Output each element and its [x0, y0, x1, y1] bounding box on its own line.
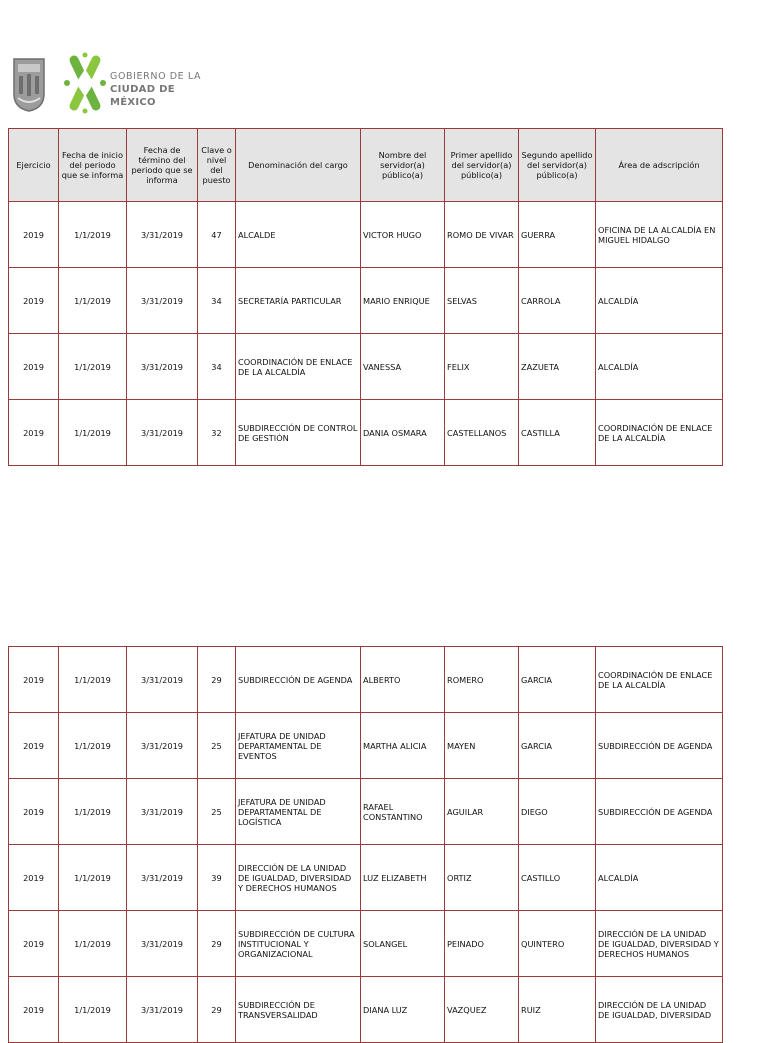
cell-clave: 34 [198, 268, 236, 334]
cell-ejercicio: 2019 [9, 400, 59, 466]
cell-area: DIRECCIÓN DE LA UNIDAD DE IGUALDAD, DIVERSIDAD [596, 977, 723, 1043]
cell-nombre: ALBERTO [361, 647, 445, 713]
servants-table-bottom [8, 646, 723, 1043]
cell-denominacion: SUBDIRECCIÓN DE CULTURA INSTITUCIONAL Y ORGANIZACIONAL [236, 911, 361, 977]
cell-fecha-termino: 3/31/2019 [127, 977, 198, 1043]
col-nombre: Nombre del servidor(a) público(a) [361, 129, 445, 202]
cell-ejercicio: 2019 [9, 779, 59, 845]
col-area-adscripcion: Área de adscripción [596, 129, 723, 202]
cell-denominacion: JEFATURA DE UNIDAD DEPARTAMENTAL DE LOGÍSTICA [236, 779, 361, 845]
table-row [9, 713, 723, 779]
cell-denominacion: DIRECCIÓN DE LA UNIDAD DE IGUALDAD, DIVERSIDAD Y DERECHOS HUMANOS [236, 845, 361, 911]
col-ejercicio: Ejercicio [9, 129, 59, 202]
cell-segundo-apellido: GARCIA [519, 713, 596, 779]
cell-clave: 32 [198, 400, 236, 466]
cell-ejercicio: 2019 [9, 647, 59, 713]
cell-fecha-inicio: 1/1/2019 [59, 713, 127, 779]
coat-of-arms-icon [12, 56, 46, 112]
table-row [9, 268, 723, 334]
cell-segundo-apellido: CARROLA [519, 268, 596, 334]
cell-fecha-inicio: 1/1/2019 [59, 400, 127, 466]
cell-nombre: MARIO ENRIQUE [361, 268, 445, 334]
cell-fecha-inicio: 1/1/2019 [59, 845, 127, 911]
government-logo [10, 52, 210, 114]
cell-segundo-apellido: RUIZ [519, 977, 596, 1043]
cell-clave: 29 [198, 977, 236, 1043]
cell-clave: 47 [198, 202, 236, 268]
cell-primer-apellido: ROMO DE VIVAR [445, 202, 519, 268]
cell-area: ALCALDÍA [596, 334, 723, 400]
cell-area: SUBDIRECCIÓN DE AGENDA [596, 713, 723, 779]
cell-clave: 25 [198, 713, 236, 779]
cell-denominacion: COORDINACIÓN DE ENLACE DE LA ALCALDÍA [236, 334, 361, 400]
cell-primer-apellido: MAYEN [445, 713, 519, 779]
col-fecha-termino: Fecha de término del periodo que se informa [127, 129, 198, 202]
table-row [9, 647, 723, 713]
cell-clave: 29 [198, 647, 236, 713]
cell-ejercicio: 2019 [9, 268, 59, 334]
table-row [9, 202, 723, 268]
cell-clave: 39 [198, 845, 236, 911]
cell-ejercicio: 2019 [9, 911, 59, 977]
cell-primer-apellido: VAZQUEZ [445, 977, 519, 1043]
col-fecha-inicio: Fecha de inicio del periodo que se informa [59, 129, 127, 202]
col-primer-apellido: Primer apellido del servidor(a) público(a) [445, 129, 519, 202]
cell-area: ALCALDÍA [596, 268, 723, 334]
cell-area: SUBDIRECCIÓN DE AGENDA [596, 779, 723, 845]
cell-ejercicio: 2019 [9, 334, 59, 400]
cell-clave: 34 [198, 334, 236, 400]
cell-fecha-termino: 3/31/2019 [127, 202, 198, 268]
cell-fecha-termino: 3/31/2019 [127, 268, 198, 334]
table-row [9, 334, 723, 400]
cell-fecha-termino: 3/31/2019 [127, 845, 198, 911]
cell-nombre: DIANA LUZ [361, 977, 445, 1043]
cell-denominacion: SECRETARÍA PARTICULAR [236, 268, 361, 334]
cell-segundo-apellido: QUINTERO [519, 911, 596, 977]
cell-fecha-inicio: 1/1/2019 [59, 268, 127, 334]
cell-primer-apellido: FELIX [445, 334, 519, 400]
cell-clave: 29 [198, 911, 236, 977]
cell-nombre: VANESSA [361, 334, 445, 400]
cell-primer-apellido: SELVAS [445, 268, 519, 334]
table-row [9, 400, 723, 466]
cell-fecha-termino: 3/31/2019 [127, 400, 198, 466]
col-segundo-apellido: Segundo apellido del servidor(a) público(a) [519, 129, 596, 202]
col-denominacion: Denominación del cargo [236, 129, 361, 202]
cell-fecha-inicio: 1/1/2019 [59, 779, 127, 845]
cell-primer-apellido: ORTIZ [445, 845, 519, 911]
cell-fecha-termino: 3/31/2019 [127, 713, 198, 779]
cell-fecha-inicio: 1/1/2019 [59, 334, 127, 400]
cell-segundo-apellido: DIEGO [519, 779, 596, 845]
cell-area: OFICINA DE LA ALCALDÍA EN MIGUEL HIDALGO [596, 202, 723, 268]
table-row [9, 911, 723, 977]
cell-primer-apellido: AGUILAR [445, 779, 519, 845]
col-clave-nivel: Clave o nivel del puesto [198, 129, 236, 202]
cell-fecha-termino: 3/31/2019 [127, 647, 198, 713]
cell-area: DIRECCIÓN DE LA UNIDAD DE IGUALDAD, DIVERSIDAD Y DERECHOS HUMANOS [596, 911, 723, 977]
cell-denominacion: ALCALDE [236, 202, 361, 268]
cell-segundo-apellido: CASTILLO [519, 845, 596, 911]
cell-denominacion: SUBDIRECCIÓN DE TRANSVERSALIDAD [236, 977, 361, 1043]
cell-primer-apellido: CASTELLANOS [445, 400, 519, 466]
cell-area: ALCALDÍA [596, 845, 723, 911]
cdmx-x-icon [64, 52, 106, 114]
cell-fecha-inicio: 1/1/2019 [59, 977, 127, 1043]
cell-area: COORDINACIÓN DE ENLACE DE LA ALCALDÍA [596, 400, 723, 466]
cell-fecha-termino: 3/31/2019 [127, 911, 198, 977]
cell-clave: 25 [198, 779, 236, 845]
cell-denominacion: SUBDIRECCIÓN DE CONTROL DE GESTIÓN [236, 400, 361, 466]
cell-denominacion: JEFATURA DE UNIDAD DEPARTAMENTAL DE EVENTOS [236, 713, 361, 779]
cell-fecha-termino: 3/31/2019 [127, 334, 198, 400]
cell-segundo-apellido: CASTILLA [519, 400, 596, 466]
cell-primer-apellido: ROMERO [445, 647, 519, 713]
gov-line-1: GOBIERNO DE LA [110, 71, 202, 82]
cell-segundo-apellido: GUERRA [519, 202, 596, 268]
cell-nombre: RAFAEL CONSTANTINO [361, 779, 445, 845]
table-row [9, 779, 723, 845]
cell-ejercicio: 2019 [9, 845, 59, 911]
table-row [9, 845, 723, 911]
table-row [9, 977, 723, 1043]
cell-ejercicio: 2019 [9, 202, 59, 268]
cell-nombre: LUZ ELIZABETH [361, 845, 445, 911]
cell-segundo-apellido: ZAZUETA [519, 334, 596, 400]
servants-table-top [8, 128, 723, 466]
cell-fecha-inicio: 1/1/2019 [59, 647, 127, 713]
cell-fecha-termino: 3/31/2019 [127, 779, 198, 845]
cell-fecha-inicio: 1/1/2019 [59, 202, 127, 268]
cell-area: COORDINACIÓN DE ENLACE DE LA ALCALDÍA [596, 647, 723, 713]
cell-nombre: SOLANGEL [361, 911, 445, 977]
cell-nombre: VICTOR HUGO [361, 202, 445, 268]
cell-segundo-apellido: GARCIA [519, 647, 596, 713]
cell-ejercicio: 2019 [9, 713, 59, 779]
cell-ejercicio: 2019 [9, 977, 59, 1043]
gov-line-2: CIUDAD DE MÉXICO [110, 84, 175, 108]
cell-fecha-inicio: 1/1/2019 [59, 911, 127, 977]
cell-nombre: MARTHA ALICIA [361, 713, 445, 779]
header-row [9, 129, 723, 202]
cell-nombre: DANIA OSMARA [361, 400, 445, 466]
cell-denominacion: SUBDIRECCIÓN DE AGENDA [236, 647, 361, 713]
cell-primer-apellido: PEINADO [445, 911, 519, 977]
